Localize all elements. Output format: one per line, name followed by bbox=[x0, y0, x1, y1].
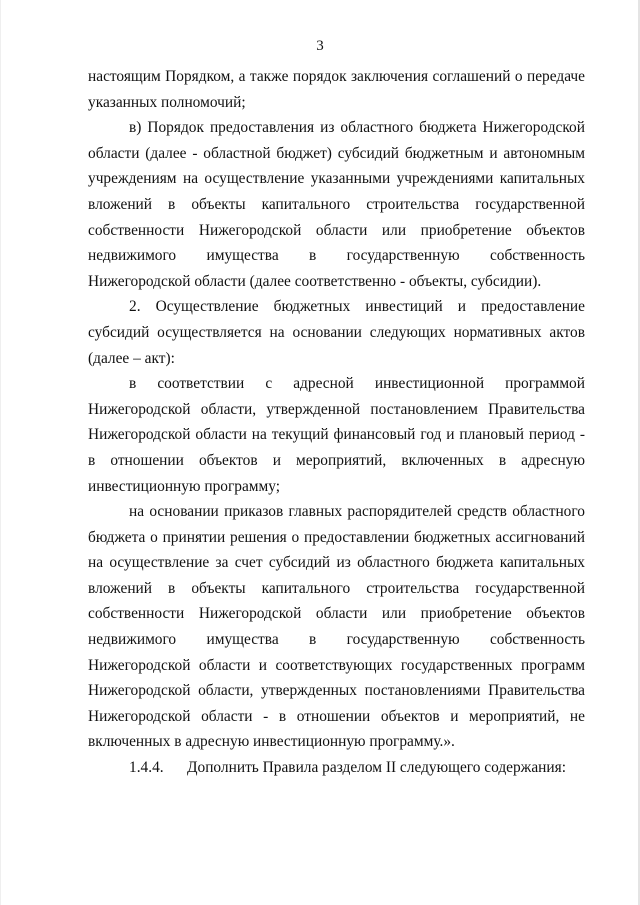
scan-edge-left bbox=[0, 0, 1, 905]
paragraph-orders-basis: на основании приказов главных распорядителей средств областного бюджета о принятии решения о предоставлении бюджетных ассигнований на осуществление за счет субсидий из областного бюджета капитальных вложений в объекты капитального строительства государственной собственности Нижегородской области или приобретение объектов недвижимого имущества в государственную собственность Нижегородской области и соответствующих государственных программ Нижегородской области, утвержденных постановлениями Правительства Нижегородской области - в отношении объектов и мероприятий, не включенных в адресную инвестиционную программу.». bbox=[88, 503, 585, 751]
paragraph-address-program: в соответствии с адресной инвестиционной программой Нижегородской области, утвержденной постановлением Правительства Нижегородской области на текущий финансовый год и плановый период - в отношении объектов и мероприятий, включенных в адресную инвестиционную программу; bbox=[88, 375, 585, 495]
paragraph-continuation: настоящим Порядком, а также порядок заключения соглашений о передаче указанных полномочий; bbox=[88, 68, 585, 111]
paragraph-item-2: 2. Осуществление бюджетных инвестиций и предоставление субсидий осуществляется на основании следующих нормативных актов (далее – акт): bbox=[88, 298, 585, 367]
document-body bbox=[88, 64, 585, 781]
clause-text: Дополнить Правила разделом II следующего содержания: bbox=[187, 759, 566, 777]
clause-1-4-4 bbox=[88, 755, 585, 781]
page-number: 3 bbox=[316, 38, 324, 54]
clause-number: 1.4.4. bbox=[129, 759, 164, 777]
paragraph-order-v: в) Порядок предоставления из областного бюджета Нижегородской области (далее - областной бюджет) субсидий бюджетным и автономным учреждениям на осуществление указанными учреждениями капитальных вложений в объекты капитального строительства государственной собственности Нижегородской области или приобретение объектов недвижимого имущества в государственную собственность Нижегородской области (далее соответственно - объекты, субсидии). bbox=[88, 119, 585, 290]
